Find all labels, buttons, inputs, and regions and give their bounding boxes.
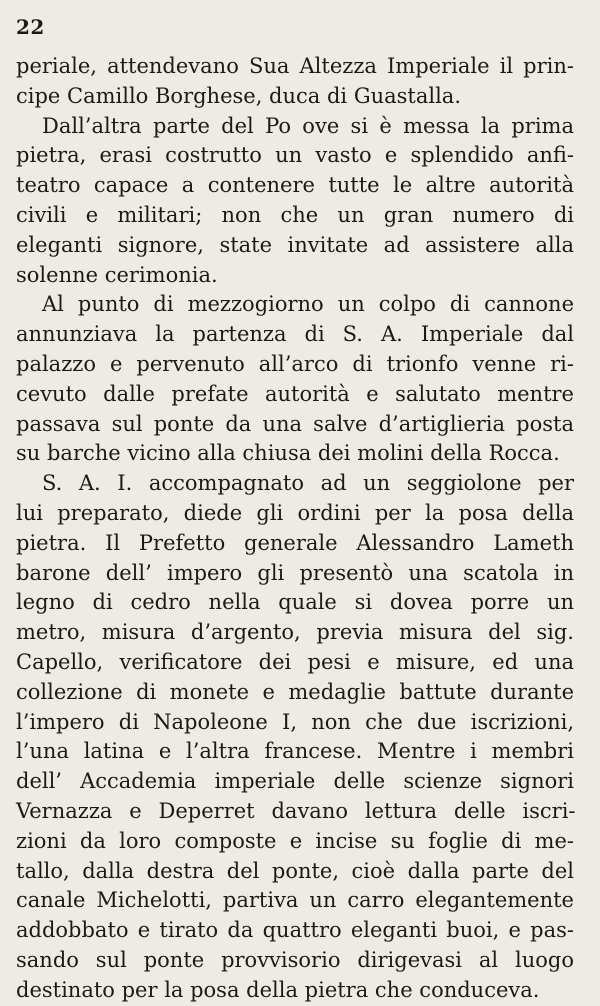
text-line: pietra, erasi costrutto un vasto e splendido anfi- xyxy=(16,143,574,168)
text-line: eleganti signore, state invitate ad assistere alla xyxy=(16,232,574,257)
text-line: barone dell’ impero gli presentò una scatola in xyxy=(16,560,574,585)
text-line: collezione di monete e medaglie battute durante xyxy=(16,679,574,704)
text-line: cipe Camillo Borghese, duca di Guastalla. xyxy=(16,83,461,108)
text-line: l’una latina e l’altra francese. Mentre i membri xyxy=(16,739,574,764)
text-line: metro, misura d’argento, previa misura del sig. xyxy=(16,620,574,645)
text-line: cevuto dalle prefate autorità e salutato mentre xyxy=(16,381,574,406)
text-line: destinato per la posa della pietra che conduceva. xyxy=(16,977,540,1002)
text-line: palazzo e pervenuto all’arco di trionfo venne ri- xyxy=(16,351,574,376)
text-line: pietra. Il Prefetto generale Alessandro Lameth xyxy=(16,530,574,555)
text-line: Vernazza e Deperret davano lettura delle iscri- xyxy=(16,798,574,823)
text-line: periale, attendevano Sua Altezza Imperiale il prin- xyxy=(16,54,574,78)
text-line: addobbato e tirato da quattro eleganti buoi, e pas- xyxy=(16,918,574,943)
text-line: sando sul ponte provvisorio dirigevasi al luogo xyxy=(16,947,574,972)
text-line: solenne cerimonia. xyxy=(16,262,218,287)
text-line: teatro capace a contenere tutte le altre autorità xyxy=(16,173,574,198)
text-line: dell’ Accademia imperiale delle scienze signori xyxy=(16,769,574,794)
page-number: 22 xyxy=(16,15,45,39)
text-line: legno di cedro nella quale si dovea porre un xyxy=(16,590,574,615)
text-line: su barche vicino alla chiusa dei molini della Rocca. xyxy=(16,441,560,466)
text-line: S. A. I. accompagnato ad un seggiolone per xyxy=(42,471,574,496)
text-line: Dall’altra parte del Po ove si è messa la prima xyxy=(42,113,574,138)
text-line: Capello, verificatore dei pesi e misure, ed una xyxy=(16,649,574,674)
text-line: civili e militari; non che un gran numero di xyxy=(16,202,574,227)
text-line: passava sul ponte da una salve d’artiglieria posta xyxy=(16,411,574,436)
text-line: lui preparato, diede gli ordini per la posa della xyxy=(16,500,574,525)
text-line: l’impero di Napoleone I, non che due iscrizioni, xyxy=(16,709,574,734)
body-text xyxy=(16,52,574,1006)
text-line: canale Michelotti, partiva un carro elegantemente xyxy=(16,888,574,913)
text-line: zioni da loro composte e incise su foglie di me- xyxy=(16,828,574,853)
text-line: annunziava la partenza di S. A. Imperiale dal xyxy=(16,322,574,347)
text-line: Al punto di mezzogiorno un colpo di cannone xyxy=(42,292,574,317)
text-line: tallo, dalla destra del ponte, cioè dalla parte del xyxy=(16,858,574,883)
